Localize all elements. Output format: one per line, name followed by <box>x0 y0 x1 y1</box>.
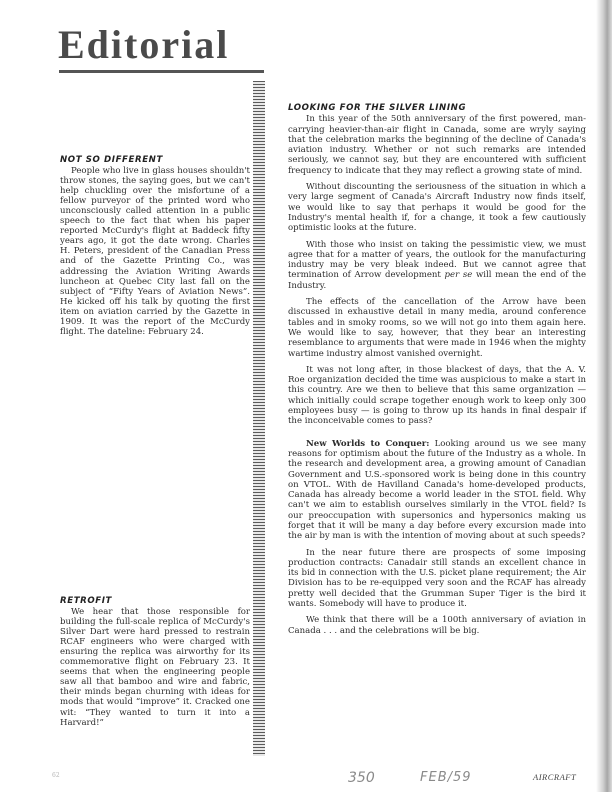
article-looking-for-the-silver-lining <box>288 103 586 642</box>
handwritten-number: 350 <box>348 770 375 786</box>
article-not-so-different <box>60 155 250 337</box>
column-divider-bar <box>253 81 265 756</box>
page-folio: 62 <box>52 772 60 779</box>
run-in-heading: New Worlds to Conquer: <box>306 438 430 449</box>
article-heading: NOT SO DIFFERENT <box>60 155 163 165</box>
page-edge-shadow <box>596 0 612 792</box>
article-paragraph <box>288 439 586 542</box>
publication-name: AIRCRAFT <box>533 772 577 782</box>
masthead-rule <box>59 70 264 73</box>
article-paragraph: In the near future there are prospects of some imposing production contracts: Canadair still stands an excellent chance in its bid in connection with the U.S. picket plane requirement; the Air Division has to be re-equipped very soon and the RCAF has already pretty well decided that the Grumman Super Tiger is the bird it wants. Somebody will have to produce it. <box>288 547 586 610</box>
article-paragraph: In this year of the 50th anniversary of the first powered, man-carrying heavier-than-air flight in Canada, some are wryly saying that the celebration marks the beginning of the decline of Canada's aviation industry. Whether or not such remarks are intended seriously, we cannot say, but they are encountered with sufficient frequency to indicate that they may reflect a growing state of mind. <box>288 114 586 176</box>
article-paragraph: Without discounting the seriousness of the situation in which a very large segment of Canada's Aircraft Industry now finds itself, we would like to say that perhaps it would be good for the Industry's mental health if, for a change, it took a few cautiously optimistic looks at the future. <box>288 182 586 234</box>
article-paragraph: The effects of the cancellation of the Arrow have been discussed in exhaustive detail in many media, around conference tables and in smoky rooms, so we will not go into them again here. We would like to say, however, that they bear an interesting resemblance to arguments that were made in 1946 when the mighty wartime industry almost vanished overnight. <box>288 297 586 359</box>
article-paragraph: We hear that those responsible for building the full-scale replica of McCurdy's Silver Dart were hard pressed to restrain RCAF engineers who were charged with ensuring the replica was airworthy for its commemorative flight on February 23. It seems that when the engineering people saw all that bamboo and wire and fabric, their minds began churning with ideas for mods that would “improve” it. Cracked one wit: “They wanted to turn it into a Harvard!” <box>60 607 250 728</box>
text-run: With those who insist on taking the pessimistic view, we must agree that for a matter of years, the outlook for the manufacturing industry may be very bleak indeed. But we cannot agree that termination of Arrow development <box>288 239 586 281</box>
article-paragraph: It was not long after, in those blackest of days, that the A. V. Roe organization decided the time was auspicious to make a start in this country. Are we then to believe that this same organization — which initially could scrape together enough work to keep only 300 employees busy — is going to throw up its hands in final despair if the inconceivable comes to pass? <box>288 364 586 427</box>
article-paragraph <box>288 240 586 291</box>
handwritten-date: FEB/59 <box>420 770 472 785</box>
article-heading: LOOKING FOR THE SILVER LINING <box>288 103 467 113</box>
masthead-title: Editorial <box>58 22 230 67</box>
text-run: Looking around us we see many reasons for optimism about the future of the Industry as a whole. In the research and development area, a growing amount of Canadian Government and U.S.-sponsored work is being done in this country on VTOL. With de Havilland Canada's home-developed products, Canada has already become a world leader in the STOL field. Why can't we aim to establish ourselves similarly in the VTOL field? Is our preoccupation with supersonics and hypersonics making us forget that it will be many a day before every excursion made into the air by man is with the intention of moving about at such speeds? <box>288 438 587 542</box>
article-paragraph: We think that there will be a 100th anniversary of aviation in Canada . . . and the celebrations will be big. <box>288 615 586 636</box>
article-heading: RETROFIT <box>60 596 113 606</box>
italic-phrase: per se <box>444 270 473 281</box>
article-paragraph: People who live in glass houses shouldn't throw stones, the saying goes, but we can't help chuckling over the misfortune of a fellow purveyor of the printed word who unconsciously called attention in a public speech to the fact that when his paper reported McCurdy's flight at Baddeck fifty years ago, it got the date wrong. Charles H. Peters, president of the Canadian Press and of the Gazette Printing Co., was addressing the Aviation Writing Awards luncheon at Quebec City last fall on the subject of “Fifty Years of Aviation News”. He kicked off his talk by quoting the first item on aviation carried by the Gazette in 1909. It was the report of the McCurdy flight. The dateline: February 24. <box>60 166 250 337</box>
article-retrofit <box>60 596 250 728</box>
text-run: will mean the end of the Industry. <box>288 270 587 291</box>
